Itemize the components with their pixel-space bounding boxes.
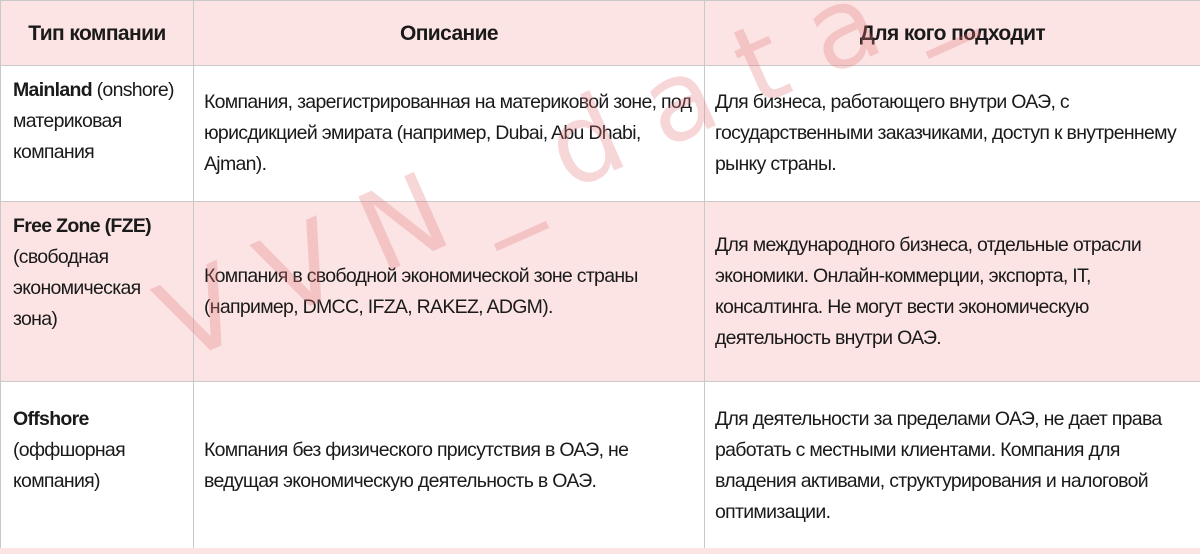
company-type-note: (оффшорная компания): [13, 439, 125, 492]
cell-description: Компания, зарегистрированная на материковой зоне, под юрисдикцией эмирата (например, Dubai, Abu Dhabi, Ajman).: [194, 66, 705, 202]
table-row-mainland: [1, 66, 1200, 202]
company-type-note: (onshore) материковая компания: [13, 79, 174, 163]
cell-audience: Для бизнеса, работающего внутри ОАЭ, с государственными заказчиками, доступ к внутреннему рынку страны.: [705, 66, 1200, 202]
table-header-row: [1, 1, 1200, 66]
cell-description: Компания в свободной экономической зоне страны (например, DMCC, IFZA, RAKEZ, ADGM).: [194, 202, 705, 382]
cell-company-type: [1, 202, 194, 382]
cell-audience: Для деятельности за пределами ОАЭ, не дает права работать с местными клиентами. Компания для владения активами, структурирования и налоговой оптимизации.: [705, 382, 1200, 550]
cell-audience: Для международного бизнеса, отдельные отрасли экономики. Онлайн-коммерции, экспорта, IT, консалтинга. Не могут вести экономическую деятельность внутри ОАЭ.: [705, 202, 1200, 382]
bottom-strip: [0, 548, 1200, 554]
column-header-description: Описание: [194, 1, 705, 66]
table-row-free-zone: [1, 202, 1200, 382]
company-type-note: (свободная экономическая зона): [13, 246, 141, 330]
cell-company-type: [1, 66, 194, 202]
column-header-type: Тип компании: [1, 1, 194, 66]
cell-description: Компания без физического присутствия в ОАЭ, не ведущая экономическую деятельность в ОАЭ.: [194, 382, 705, 550]
company-type-name: Mainland: [13, 79, 92, 101]
table-row-offshore: [1, 382, 1200, 550]
company-type-name: Free Zone (FZE): [13, 215, 151, 237]
cell-company-type: [1, 382, 194, 550]
column-header-audience: Для кого подходит: [705, 1, 1200, 66]
company-type-name: Offshore: [13, 408, 89, 430]
